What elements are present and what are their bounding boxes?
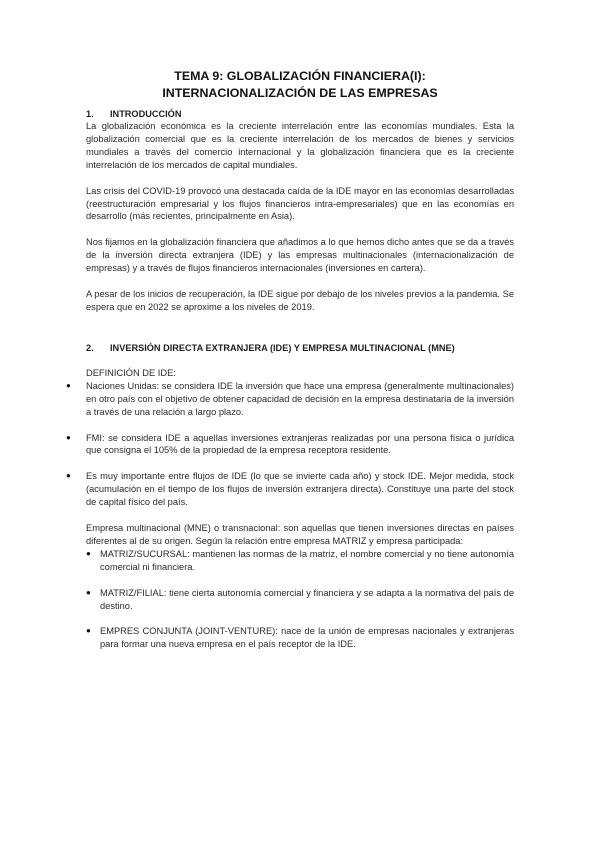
list-item: ● Es muy importante entre flujos de IDE (lo que se invierte cada año) y stock IDE. Mejor medida, stock (acumulación en el tiempo de los flujos de inversión extranjera directa). Constituye una parte del stock de capital físico del país. [66,471,514,508]
intro-paragraph-4: A pesar de los inicios de recuperación, la IDE sigue por debajo de los niveles previos a la pandemia. Se espera que en 2022 se aproxime a los niveles de 2019. [86,289,514,312]
list-item: ● Naciones Unidas: se considera IDE la inversión que hace una empresa (generalmente multinacionales) en otro país con el objetivo de obtener capacidad de decisión en la empresa destinataria de la inversión a través de una relación a largo plazo. [66,380,514,417]
bullet-icon: ● [86,587,91,597]
mne-paragraph: Empresa multinacional (MNE) o transnacional: son aquellas que tienen inversiones directas en países diferentes al de su origen. Según la relación entre empresa MATRIZ y empresa participada: [86,523,514,546]
title-line-1: TEMA 9: GLOBALIZACIÓN FINANCIERA(I): [174,69,426,83]
list-item: ● EMPRES CONJUNTA (JOINT-VENTURE): nace de la unión de empresas nacionales y extranjeras para formar una nueva empresa en el país receptor de la IDE. [86,626,514,650]
list-item: ● MATRIZ/FILIAL: tiene cierta autonomía comercial y financiera y se adapta a la normativa del país de destino. [86,587,514,611]
bullet-icon: ● [66,380,71,390]
mne-type-list [86,548,514,651]
bullet-icon: ● [66,471,71,481]
bullet-icon: ● [86,626,91,636]
bullet-icon: ● [66,432,71,442]
list-item: ● FMI: se considera IDE a aquellas inversiones extranjeras realizadas por una persona física o jurídica que consigna el 105% de la propiedad de la empresa receptora residente. [66,432,514,456]
section-2-number: 2. [86,342,94,353]
section-2-heading [86,342,514,354]
intro-paragraph-3: Nos fijamos en la globalización financiera que añadimos a lo que hemos dicho antes que se da a través de la inversión directa extranjera (IDE) y las empresas multinacionales (internacionalización de empresas) y a través de flujos financieros internacionales (inversiones en cartera). [86,237,514,274]
list-item: ● MATRIZ/SUCURSAL: mantienen las normas de la matriz, el nombre comercial y no tiene autonomía comercial ni financiera. [86,548,514,572]
section-1-number: 1. [86,109,94,119]
intro-paragraph-1: La globalización económica es la creciente interrelación entre las economías mundiales. Esta la globalización comercial que es la creciente interrelación de los mercados de bienes y servicios mundiales a través del comercio internacional y la globalización financiera que es la creciente interrelación de los mercados de capital mundiales. [86,121,514,170]
title-line-2: INTERNACIONALIZACIÓN DE LAS EMPRESAS [162,86,438,100]
ide-definition-list [66,380,514,509]
bullet-icon: ● [86,548,91,558]
section-1-title: INTRODUCCIÓN [110,109,182,119]
intro-paragraph-2: Las crisis del COVID-19 provocó una destacada caída de la IDE mayor en las economías desarrolladas (reestructuración empresarial y los flujos financieros intra-empresariales) que en las economías en desarrollo (más recientes, principalmente en Asia). [86,185,514,222]
definition-label: DEFINICIÓN DE IDE: [86,367,176,378]
section-1-heading [86,108,514,120]
document-title [86,68,514,102]
section-2-title: INVERSIÓN DIRECTA EXTRANJERA (IDE) Y EMPRESA MULTINACIONAL (MNE) [110,342,455,353]
